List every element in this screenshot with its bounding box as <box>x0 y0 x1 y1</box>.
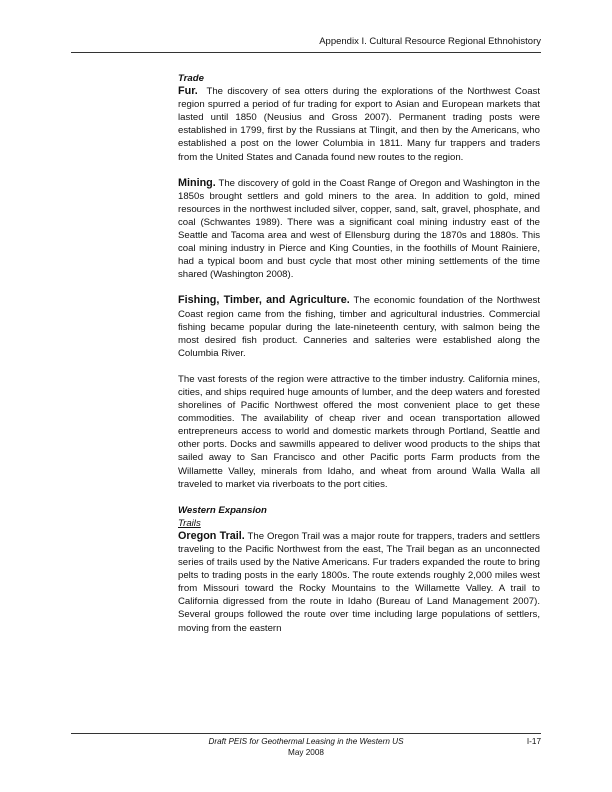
text-mining: The discovery of gold in the Coast Range of Oregon and Washington in the 1850s brought settlers and gold miners to the area. In addition to gold, mined resources in the northwest included silver, copper, sand, salt, gravel, phosphate, and coal (Schwantes 1989). There was a significant coal mining industry east of the Seattle and Tacoma area and west of Ellensburg during the 1870s and 1880s. This coal mining industry in Pierce and King Counties, in the foothills of Mount Rainiere, had a typical boom and bust cycle that most other mining settlements of the time shared (Washington 2008). <box>178 177 540 281</box>
paragraph-fishing <box>178 294 540 359</box>
lead-mining: Mining. <box>178 176 216 189</box>
text-oregon-trail: The Oregon Trail was a major route for trappers, traders and settlers traveling to the Pacific Northwest from the east, The Trail began as an unconnected series of trails used by the Native Americans. Fur traders expanded the route to bring pelts to trading posts in the early 1800s. The route extends roughly 2,000 miles west from Missouri toward the Rocky Mountains to the Willamette Valley. A trail to California digressed from the route in Idaho (Bureau of Land Management 2007). Several groups followed the route over time including large populations of settlers, moving from the eastern <box>178 530 540 634</box>
paragraph-fur <box>178 85 540 164</box>
paragraph-forests: The vast forests of the region were attractive to the timber industry. California mines, cities, and ships required huge amounts of lumber, and the deep waters and forested shorelines of Pacific Northwest offered the most convenient place to get these commodities. The availability of cheap river and ocean transportation allowed entrepreneurs access to world and domestic markets through Portland, Seattle and other ports. Docks and sawmills appeared to deliver wood products to the ships that sailed away to San Francisco and other Pacific ports Farm products from the Willamette Valley, minerals from Idaho, and wheat from around Walla Walla all traveled to market via riverboats to the port cities. <box>178 373 540 490</box>
section-heading-trade: Trade <box>178 73 204 84</box>
footer-doc-title: Draft PEIS for Geothermal Leasing in the Western US <box>208 737 404 746</box>
paragraph-mining <box>178 177 540 282</box>
page-body <box>178 72 540 635</box>
footer-date: May 2008 <box>288 748 324 757</box>
text-fishing: The economic foundation of the Northwest Coast region came from the fishing, timber and agricultural industries. Commercial fishing became popular during the late-nineteenth century, with salmon being the most desired fish product. Canneries and salteries were established along the Columbia River. <box>178 295 540 359</box>
header-rule <box>71 52 541 53</box>
section-heading-western-expansion: Western Expansion <box>178 504 267 516</box>
page-number: I-17 <box>526 737 541 746</box>
lead-fur: Fur. <box>178 85 198 98</box>
lead-fishing: Fishing, Timber, and Agriculture. <box>178 294 350 307</box>
footer-rule <box>71 733 541 734</box>
subheading-trails: Trails <box>178 517 201 529</box>
running-header: Appendix I. Cultural Resource Regional Ethnohistory <box>319 36 541 47</box>
lead-oregon-trail: Oregon Trail. <box>178 529 245 542</box>
text-fur: The discovery of sea otters during the explorations of the Northwest Coast region spurred a period of fur trading for export to Asian and European markets that lasted until 1850 (Neusius and Gross 2007). Permanent trading posts were established in 1799, first by the Russians at Tlingit, and then by the Americans, who established a post on the lower Columbia in 1811. Many fur trappers and traders from the United States and Canada found new routes to the region. <box>178 86 540 163</box>
paragraph-oregon-trail <box>178 530 540 635</box>
